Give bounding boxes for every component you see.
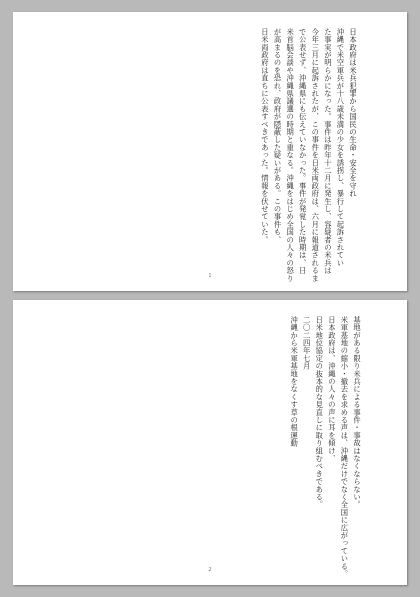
text-line: 基地がある限り米兵による事件・事故はなくならない。 bbox=[353, 316, 362, 509]
document-page-1 bbox=[13, 12, 407, 291]
signature-line: 沖縄から米軍基地をなくす草の根運動 bbox=[290, 316, 300, 447]
page-number: 1 bbox=[208, 273, 212, 279]
text-line: 沖縄で米空軍兵が十八歳未満の少女を誘拐し、暴行して起訴されてい bbox=[336, 28, 346, 267]
text-line: が高まるのを恐れ、政府が隠蔽した疑いがある。この事件も、 bbox=[273, 28, 283, 244]
text-line: 米首脳会談や沖縄県議選の時期と重なる。沖縄をはじめ全国の人々の怒り bbox=[286, 28, 296, 283]
page-1-text-columns bbox=[262, 28, 357, 282]
text-line: 日米地位協定の抜本的な見直しに取り組むべきである。 bbox=[315, 316, 325, 509]
text-line: た事実が明らかになった。事件は昨年十二月に発生し、容疑者の米兵は bbox=[323, 28, 333, 275]
text-line: 今年三月に起訴されたが、この事件を日米両政府は、六月に報道されるま bbox=[311, 28, 321, 283]
date-line: 二〇二四年七月 bbox=[302, 316, 312, 370]
text-line: で公表せず、沖縄県にも伝えていなかった。事件が発覚した時期は、日 bbox=[298, 28, 308, 275]
document-title: 日本政府は米兵犯罪から国民の生命・安全を守れ bbox=[349, 28, 358, 198]
page-2-text-columns bbox=[291, 316, 361, 578]
text-line: 日本政府は、沖縄の人々の声に耳を傾け、 bbox=[327, 316, 337, 463]
text-line: 日米両政府は直ちに公表すべきであった。情報を伏せていた。 bbox=[260, 28, 270, 244]
page-number: 2 bbox=[208, 567, 212, 573]
text-line: 米軍基地の縮小・撤去を求める声は、沖縄だけでなく全国に広がっている。 bbox=[340, 316, 350, 578]
document-page-2 bbox=[13, 300, 407, 585]
